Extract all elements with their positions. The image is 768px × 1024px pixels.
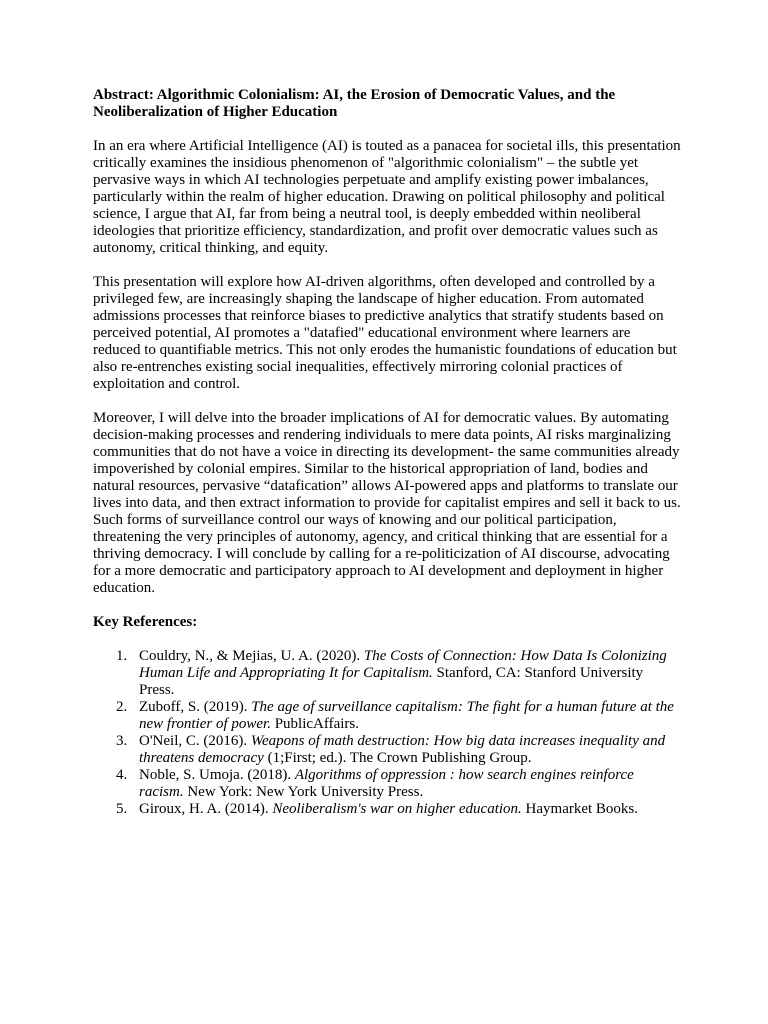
reference-publisher: PublicAffairs. — [270, 716, 359, 732]
reference-number: 2. — [116, 699, 128, 715]
reference-item — [93, 648, 681, 699]
references-heading: Key References: — [93, 614, 198, 630]
reference-publisher: Stanford, CA: Stanford University Press. — [139, 665, 644, 698]
reference-authors: Zuboff, S. (2019). — [139, 699, 252, 715]
reference-publisher: New York: New York University Press. — [183, 784, 424, 800]
abstract-paragraph-2: This presentation will explore how AI-driven algorithms, often developed and controlled by a privileged few, are increasingly shaping the landscape of higher education. From automated admissions processes that reinforce biases to predictive analytics that stratify students based on perceived potential, AI promotes a "datafied" educational environment where learners are reduced to quantifiable metrics. This not only erodes the humanistic foundations of education but also re-entrenches existing social inequalities, effectively mirroring colonial practices of exploitation and control. — [93, 274, 677, 392]
reference-number: 5. — [116, 801, 128, 817]
reference-item — [93, 699, 681, 733]
reference-authors: Couldry, N., & Mejias, U. A. (2020). — [139, 648, 364, 664]
references-list — [93, 648, 681, 818]
abstract-paragraph-3: Moreover, I will delve into the broader implications of AI for democratic values. By automating decision-making processes and rendering individuals to mere data points, AI risks marginalizing communities that do not have a voice in directing its development- the same communities already impoverished by colonial empires. Similar to the historical appropriation of land, bodies and natural resources, pervasive “datafication” allows AI-powered apps and platforms to translate our lives into data, and then extract information to provide for capitalist empires and sell it back to us. Such forms of surveillance control our ways of knowing and our political participation, threatening the very principles of autonomy, agency, and critical thinking that are essential for a thriving democracy. I will conclude by calling for a re-politicization of AI discourse, advocating for a more democratic and participatory approach to AI development and deployment in higher education. — [93, 410, 681, 596]
reference-number: 4. — [116, 767, 128, 783]
reference-title: Algorithms of oppression : how search engines reinforce racism. — [139, 767, 634, 800]
reference-item — [93, 733, 681, 767]
reference-authors: Giroux, H. A. (2014). — [139, 801, 273, 817]
abstract-paragraph-1: In an era where Artificial Intelligence (AI) is touted as a panacea for societal ills, this presentation critically examines the insidious phenomenon of "algorithmic colonialism" – the subtle yet pervasive ways in which AI technologies perpetuate and amplify existing power imbalances, particularly within the realm of higher education. Drawing on political philosophy and political science, I argue that AI, far from being a neutral tool, is deeply embedded within neoliberal ideologies that prioritize efficiency, standardization, and profit over democratic values such as autonomy, critical thinking, and equity. — [93, 138, 681, 256]
reference-item — [93, 801, 681, 818]
reference-authors: Noble, S. Umoja. (2018). — [139, 767, 295, 783]
reference-authors: O'Neil, C. (2016). — [139, 733, 251, 749]
document-title: Abstract: Algorithmic Colonialism: AI, the Erosion of Democratic Values, and the Neoliberalization of Higher Education — [93, 87, 616, 120]
reference-title: The age of surveillance capitalism: The fight for a human future at the new frontier of power. — [139, 699, 674, 732]
reference-title: The Costs of Connection: How Data Is Colonizing Human Life and Appropriating It for Capitalism. — [139, 648, 667, 681]
reference-title: Weapons of math destruction: How big data increases inequality and threatens democracy — [139, 733, 666, 766]
reference-publisher: Haymarket Books. — [521, 801, 639, 817]
reference-publisher: (1;First; ed.). The Crown Publishing Group. — [263, 750, 532, 766]
document-page — [93, 87, 681, 818]
reference-number: 1. — [116, 648, 128, 664]
reference-number: 3. — [116, 733, 128, 749]
reference-title: Neoliberalism's war on higher education. — [272, 801, 522, 817]
reference-item — [93, 767, 681, 801]
